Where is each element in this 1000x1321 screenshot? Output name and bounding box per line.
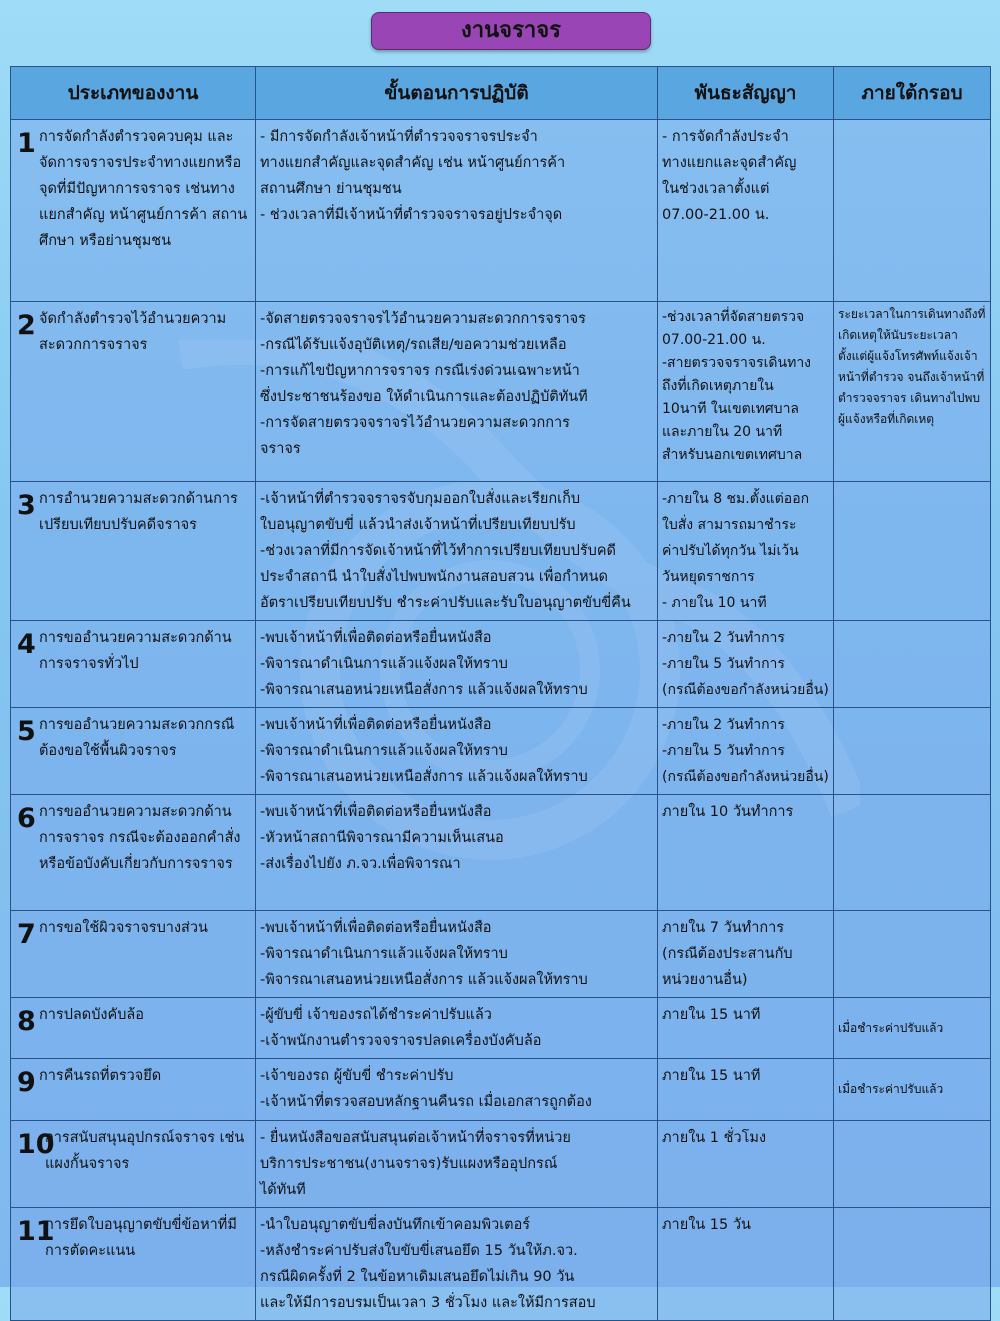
row-number: 4 [17,629,36,660]
step-line: -พิจารณาดำเนินการแล้วแจ้งผลให้ทราบ [260,656,508,672]
pact-line: วันหยุดราชการ [662,569,755,585]
frame-cell [834,120,991,302]
steps-cell [256,998,658,1059]
step-line: -เจ้าพนักงานตำรวจจราจรปลดเครื่องบังคับล้อ [260,1033,542,1049]
step-line: -หัวหน้าสถานีพิจารณามีความเห็นเสนอ [260,830,504,846]
step-line: -เจ้าของรถ ผู้ขับขี่ ชำระค่าปรับ [260,1068,454,1084]
step-line: ซึ่งประชาชนร้องขอ ให้ดำเนินการและต้องปฏิบัติทันที [260,389,588,405]
row-number: 3 [17,490,36,521]
service-type-cell [11,1121,256,1208]
step-line: -พบเจ้าหน้าที่เพื่อติดต่อหรือยื่นหนังสือ [260,630,492,646]
pact-line: ภายใน 1 ชั่วโมง [662,1130,767,1146]
service-type-text: จัดกำลังตำรวจไว้อำนวยความสะดวกการจราจร [39,311,227,353]
header-type: ประเภทของงาน [11,67,256,120]
service-type-cell [11,120,256,302]
step-line: และให้มีการอบรมเป็นเวลา 3 ชั่วโมง และให้มีการสอบ [260,1295,596,1311]
pact-line: -ภายใน 2 วันทำการ [662,630,785,646]
service-type-cell [11,911,256,998]
table-row [11,708,991,795]
steps-cell [256,482,658,621]
step-line: กรณีผิดครั้งที่ 2 ในข้อหาเดิมเสนอยึดไม่เกิน 90 วัน [260,1269,575,1285]
service-type-text: การขออำนวยความสะดวกกรณีต้องขอใช้พื้นผิวจราจร [39,717,235,759]
row-number: 11 [17,1216,55,1247]
traffic-service-table [10,66,991,1321]
table-row [11,998,991,1059]
frame-cell [834,1208,991,1321]
service-type-text: การขอใช้ผิวจราจรบางส่วน [39,920,208,936]
pact-line: 07.00-21.00 น. [662,207,770,223]
service-type-text: การจัดกำลังตำรวจควบคุม และ จัดการจราจรประจำทางแยกหรือจุดที่มีปัญหาการจราจร เช่นทางแยกสำคัญ หน้าศูนย์การค้า สถานศึกษา หรือย่านชุมชน [39,129,248,249]
frame-cell: เมื่อชำระค่าปรับแล้ว [834,998,991,1059]
pact-line: -ภายใน 2 วันทำการ [662,717,785,733]
pact-line: ทางแยกและจุดสำคัญ [662,155,797,171]
header-frame: ภายใต้กรอบ [834,67,991,120]
frame-cell [834,911,991,998]
step-line: -จัดสายตรวจจราจรไว้อำนวยความสะดวกการจราจร [260,311,586,327]
step-line: -ส่งเรื่องไปยัง ภ.จว.เพื่อพิจารณา [260,856,461,872]
pact-line: 10นาที ในเขตเทศบาล [662,401,800,417]
service-type-text: การสนับสนุนอุปกรณ์จราจร เช่น แผงกั้นจราจร [45,1130,245,1172]
pact-cell [658,482,834,621]
frame-cell [834,708,991,795]
steps-cell [256,621,658,708]
frame-cell [834,621,991,708]
pact-line: ภายใน 10 วันทำการ [662,804,794,820]
step-line: - มีการจัดกำลังเจ้าหน้าที่ตำรวจจราจรประจำ [260,129,538,145]
table-row [11,621,991,708]
frame-cell [834,795,991,911]
pact-cell [658,302,834,482]
step-line: บริการประชาชน(งานจราจร)รับแผงหรืออุปกรณ์ [260,1156,558,1172]
step-line: อัตราเปรียบเทียบปรับ ชำระค่าปรับและรับใบอนุญาตขับขี่คืน [260,595,631,611]
pact-line: ภายใน 7 วันทำการ [662,920,785,936]
header-steps: ขั้นตอนการปฏิบัติ [256,67,658,120]
service-type-cell [11,998,256,1059]
pact-cell [658,621,834,708]
table-row [11,911,991,998]
step-line: -กรณีได้รับแจ้งอุบัติเหตุ/รถเสีย/ขอความช่วยเหลือ [260,337,567,353]
pact-line: ใบสั่ง สามารถมาชำระ [662,517,797,533]
service-type-cell [11,482,256,621]
service-type-text: การปลดบังคับล้อ [39,1007,144,1023]
pact-line: - ภายใน 10 นาที [662,595,767,611]
table-row [11,482,991,621]
step-line: ใบอนุญาตขับขี่ แล้วนำส่งเจ้าหน้าที่เปรียบเทียบปรับ [260,517,576,533]
step-line: -พิจารณาดำเนินการแล้วแจ้งผลให้ทราบ [260,946,508,962]
pact-line: ถึงที่เกิดเหตุภายใน [662,378,774,394]
service-type-text: การคืนรถที่ตรวจยึด [39,1068,162,1084]
steps-cell [256,795,658,911]
step-line: -หลังชำระค่าปรับส่งใบขับขี่เสนอยึด 15 วันให้ภ.จว. [260,1243,578,1259]
pact-cell [658,795,834,911]
service-type-cell [11,795,256,911]
step-line: ประจำสถานี นำใบสั่งไปพบพนักงานสอบสวน เพื่อกำหนด [260,569,608,585]
pact-cell [658,708,834,795]
steps-cell [256,302,658,482]
row-number: 7 [17,919,36,950]
pact-cell [658,1121,834,1208]
pact-line: -ภายใน 5 วันทำการ [662,656,785,672]
service-type-cell [11,621,256,708]
pact-cell [658,1059,834,1121]
step-line: -พิจารณาเสนอหน่วยเหนือสั่งการ แล้วแจ้งผลให้ทราบ [260,972,588,988]
service-type-text: การอำนวยความสะดวกด้านการเปรียบเทียบปรับคดีจราจร [39,491,238,533]
pact-line: -ช่วงเวลาที่จัดสายตรวจ [662,309,805,325]
step-line: -เจ้าหน้าที่ตรวจสอบหลักฐานคืนรถ เมื่อเอกสารถูกต้อง [260,1094,592,1110]
step-line: -พบเจ้าหน้าที่เพื่อติดต่อหรือยื่นหนังสือ [260,920,492,936]
frame-cell: เมื่อชำระค่าปรับแล้ว [834,1059,991,1121]
row-number: 1 [17,128,36,159]
pact-line: และภายใน 20 นาที [662,424,783,440]
step-line: -การแก้ไขปัญหาการจราจร กรณีเร่งด่วนเฉพาะหน้า [260,363,580,379]
pact-line: (กรณีต้องประสานกับ [662,946,793,962]
table-header-row [11,67,991,120]
pact-line: - การจัดกำลังประจำ [662,129,789,145]
steps-cell [256,708,658,795]
steps-cell [256,1121,658,1208]
step-line: -ช่วงเวลาที่มีการจัดเจ้าหน้าที่ไว้ทำการเปรียบเทียบปรับคดี [260,543,616,559]
step-line: ได้ทันที [260,1182,306,1198]
table-row [11,795,991,911]
frame-cell: ระยะเวลาในการเดินทางถึงที่เกิดเหตุให้นับระยะเวลาตั้งแต่ผู้แจ้งโทรศัพท์แจ้งเจ้าหน้าที่ตำรวจ จนถึงเจ้าหน้าที่ตำรวจจราจร เดินทางไปพบผู้แจ้งหรือที่เกิดเหตุ [834,302,991,482]
step-line: -พบเจ้าหน้าที่เพื่อติดต่อหรือยื่นหนังสือ [260,717,492,733]
step-line: -เจ้าหน้าที่ตำรวจจราจรจับกุมออกใบสั่งและเรียกเก็บ [260,491,581,507]
steps-cell [256,1059,658,1121]
pact-line: หน่วยงานอื่น) [662,972,748,988]
pact-line: -สายตรวจจราจรเดินทาง [662,355,812,371]
step-line: -พิจารณาเสนอหน่วยเหนือสั่งการ แล้วแจ้งผลให้ทราบ [260,769,588,785]
pact-line: -ภายใน 5 วันทำการ [662,743,785,759]
header-pact: พันธะสัญญา [658,67,834,120]
step-line: -การจัดสายตรวจจราจรไว้อำนวยความสะดวกการ [260,415,570,431]
step-line: -พบเจ้าหน้าที่เพื่อติดต่อหรือยื่นหนังสือ [260,804,492,820]
step-line: ทางแยกสำคัญและจุดสำคัญ เช่น หน้าศูนย์การค้า [260,155,566,171]
service-type-cell [11,1059,256,1121]
pact-line: -ภายใน 8 ชม.ตั้งแต่ออก [662,491,810,507]
row-number: 9 [17,1067,36,1098]
step-line: จราจร [260,441,301,457]
step-line: สถานศึกษา ย่านชุมชน [260,181,402,197]
pact-cell [658,1208,834,1321]
steps-cell [256,1208,658,1321]
row-number: 5 [17,716,36,747]
table-row [11,1208,991,1321]
step-line: - ช่วงเวลาที่มีเจ้าหน้าที่ตำรวจจราจรอยู่ประจำจุด [260,207,563,223]
row-number: 10 [17,1129,55,1160]
service-type-cell [11,708,256,795]
service-type-text: การขออำนวยความสะดวกด้านการจราจรทั่วไป [39,630,232,672]
pact-line: ค่าปรับได้ทุกวัน ไม่เว้น [662,543,799,559]
page-title: งานจราจร [371,12,651,50]
table-row [11,120,991,302]
service-type-text: การขออำนวยความสะดวกด้านการจราจร กรณีจะต้องออกคำสั่ง หรือข้อบังคับเกี่ยวกับการจราจร [39,804,241,872]
pact-line: ภายใน 15 นาที [662,1068,761,1084]
pact-line: (กรณีต้องขอกำลังหน่วยอื่น) [662,769,829,785]
step-line: -นำใบอนุญาตขับขี่ลงบันทึกเข้าคอมพิวเตอร์ [260,1217,531,1233]
table-row [11,1059,991,1121]
step-line: -ผู้ขับขี่ เจ้าของรถได้ชำระค่าปรับแล้ว [260,1007,492,1023]
frame-cell [834,1121,991,1208]
service-type-cell [11,302,256,482]
step-line: -พิจารณาเสนอหน่วยเหนือสั่งการ แล้วแจ้งผลให้ทราบ [260,682,588,698]
pact-line: (กรณีต้องขอกำลังหน่วยอื่น) [662,682,829,698]
pact-cell [658,911,834,998]
frame-cell [834,482,991,621]
pact-line: 07.00-21.00 น. [662,332,766,348]
step-line: -พิจารณาดำเนินการแล้วแจ้งผลให้ทราบ [260,743,508,759]
service-type-text: การยึดใบอนุญาตขับขี่ข้อหาที่มีการตัดคะแนน [45,1217,237,1259]
table-row [11,302,991,482]
row-number: 6 [17,803,36,834]
steps-cell [256,911,658,998]
step-line: - ยื่นหนังสือขอสนับสนุนต่อเจ้าหน้าที่จราจรที่หน่วย [260,1130,571,1146]
row-number: 2 [17,310,36,341]
pact-line: ภายใน 15 วัน [662,1217,751,1233]
pact-line: สำหรับนอกเขตเทศบาล [662,447,803,463]
row-number: 8 [17,1006,36,1037]
service-type-cell [11,1208,256,1321]
pact-cell [658,120,834,302]
pact-cell [658,998,834,1059]
pact-line: ในช่วงเวลาตั้งแต่ [662,181,770,197]
table-row [11,1121,991,1208]
steps-cell [256,120,658,302]
pact-line: ภายใน 15 นาที [662,1007,761,1023]
